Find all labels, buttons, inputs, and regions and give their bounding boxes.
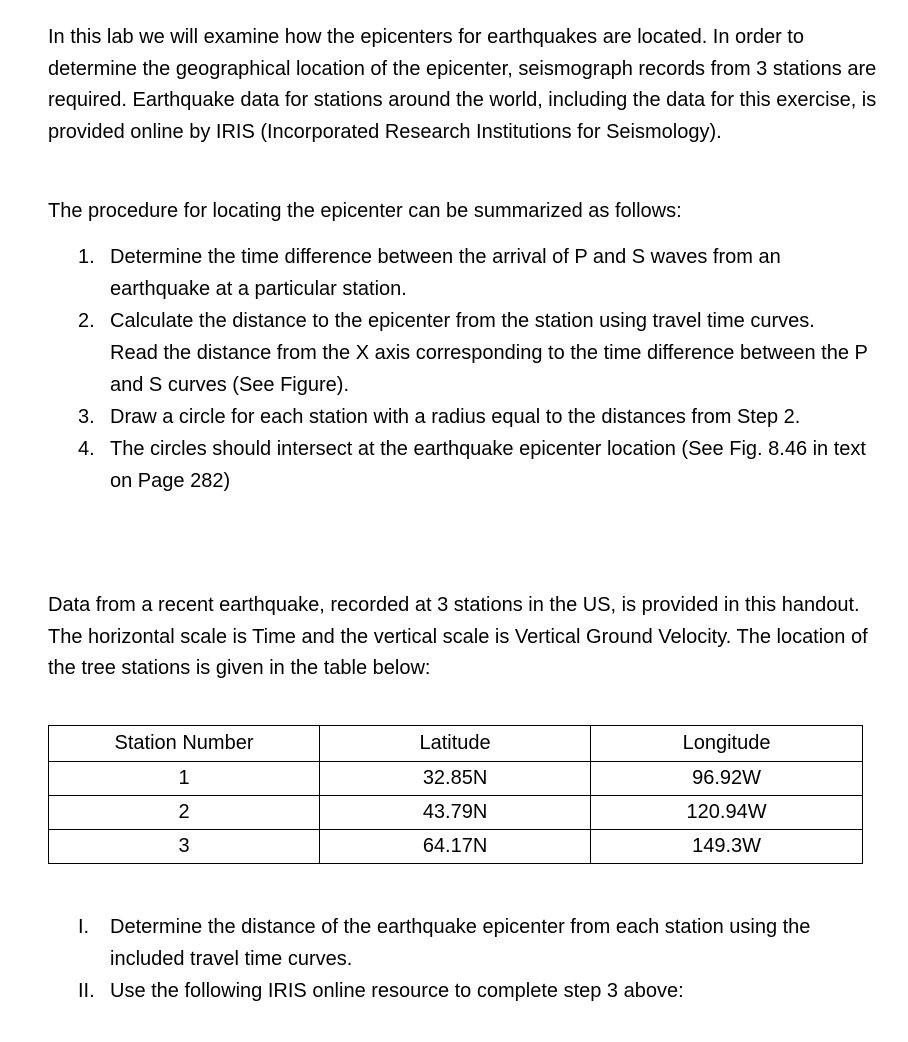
- step-number: 3.: [78, 406, 95, 428]
- cell-station-number: 3: [49, 830, 320, 864]
- procedure-step: [48, 241, 868, 305]
- cell-latitude: 32.85N: [320, 762, 591, 796]
- task-item: [48, 911, 868, 975]
- table-row: [49, 796, 863, 830]
- task-text: Determine the distance of the earthquake epicenter from each station using the included travel time curves.: [110, 916, 811, 970]
- procedure-step: [48, 401, 868, 433]
- task-number: I.: [78, 916, 90, 938]
- step-text: Calculate the distance to the epicenter from the station using travel time curves. Read the distance from the X axis corresponding to the time difference between the P and S curves (See Figure).: [110, 310, 868, 396]
- task-item: [48, 975, 868, 1007]
- tasks-list: [48, 911, 868, 1007]
- task-text: Use the following IRIS online resource to complete step 3 above:: [110, 980, 684, 1002]
- cell-longitude: 120.94W: [591, 796, 863, 830]
- step-number: 2.: [78, 310, 95, 332]
- data-paragraph: Data from a recent earthquake, recorded at 3 stations in the US, is provided in this handout. The horizontal scale is Time and the vertical scale is Vertical Ground Velocity. The location of the tree stations is given in the table below:: [48, 594, 868, 679]
- step-number: 4.: [78, 438, 95, 460]
- header-station-number: Station Number: [49, 726, 320, 762]
- header-latitude: Latitude: [320, 726, 591, 762]
- intro-paragraph: In this lab we will examine how the epicenters for earthquakes are located. In order to determine the geographical location of the epicenter, seismograph records from 3 stations are required. Earthquake data for stations around the world, including the data for this exercise, is provided online by IRIS (Incorporated Research Institutions for Seismology).: [48, 26, 877, 143]
- procedure-steps-list: [48, 241, 868, 497]
- table-row: [49, 762, 863, 796]
- step-text: Determine the time difference between the arrival of P and S waves from an earthquake at a particular station.: [110, 246, 781, 300]
- procedure-intro: The procedure for locating the epicenter can be summarized as follows:: [48, 200, 682, 222]
- step-text: Draw a circle for each station with a radius equal to the distances from Step 2.: [110, 406, 801, 428]
- step-text: The circles should intersect at the earthquake epicenter location (See Fig. 8.46 in text on Page 282): [110, 438, 866, 492]
- header-longitude: Longitude: [591, 726, 863, 762]
- cell-latitude: 64.17N: [320, 830, 591, 864]
- cell-latitude: 43.79N: [320, 796, 591, 830]
- cell-longitude: 96.92W: [591, 762, 863, 796]
- task-number: II.: [78, 980, 95, 1002]
- table-header-row: [49, 726, 863, 762]
- cell-longitude: 149.3W: [591, 830, 863, 864]
- step-number: 1.: [78, 246, 95, 268]
- procedure-step: [48, 305, 868, 401]
- cell-station-number: 2: [49, 796, 320, 830]
- cell-station-number: 1: [49, 762, 320, 796]
- procedure-step: [48, 433, 868, 497]
- table-row: [49, 830, 863, 864]
- stations-table: [48, 725, 863, 864]
